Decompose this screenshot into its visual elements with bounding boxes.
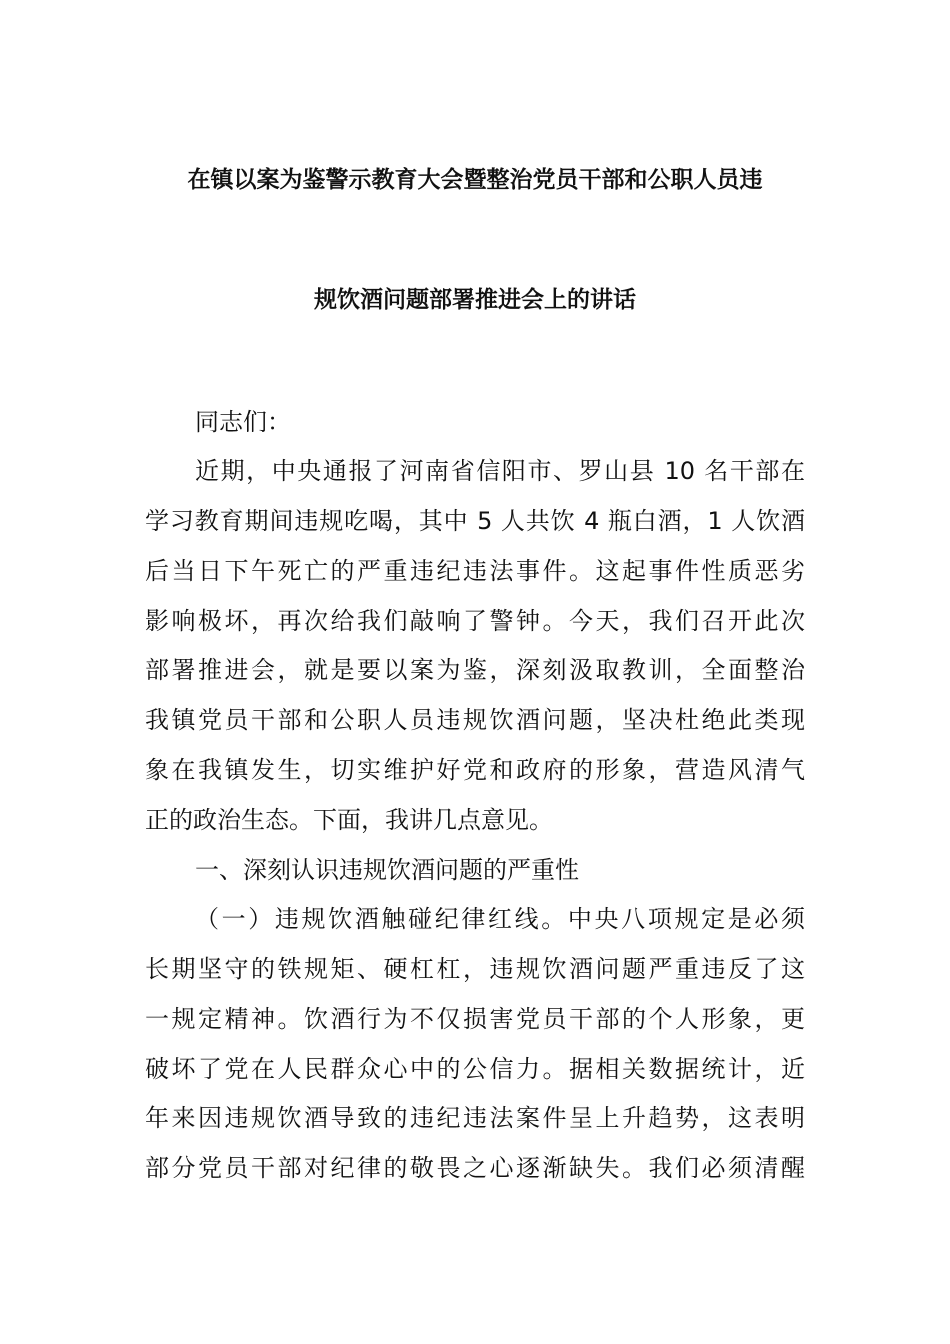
document-title-line-1: 在镇以案为鉴警示教育大会暨整治党员干部和公职人员违 — [187, 167, 763, 193]
paragraph-line: 年来因违规饮酒导致的违纪违法案件呈上升趋势，这表明 — [145, 1104, 805, 1132]
paragraph-line: 破坏了党在人民群众心中的公信力。据相关数据统计，近 — [145, 1055, 805, 1083]
paragraph-line: 影响极坏，再次给我们敲响了警钟。今天，我们召开此次 — [145, 607, 805, 635]
salutation: 同志们： — [195, 408, 291, 436]
paragraph-line: 一规定精神。饮酒行为不仅损害党员干部的个人形象，更 — [145, 1005, 805, 1033]
section-heading: 一、深刻认识违规饮酒问题的严重性 — [195, 856, 579, 884]
paragraph-line: 部署推进会，就是要以案为鉴，深刻汲取教训，全面整治 — [145, 656, 805, 684]
document-title-line-2: 规饮酒问题部署推进会上的讲话 — [314, 287, 636, 313]
paragraph-line: 学习教育期间违规吃喝，其中 5 人共饮 4 瓶白酒，1 人饮酒 — [145, 507, 805, 535]
paragraph-line: 我镇党员干部和公职人员违规饮酒问题，坚决杜绝此类现 — [145, 706, 805, 734]
paragraph-line: 正的政治生态。下面，我讲几点意见。 — [145, 806, 553, 834]
paragraph-line: （一）违规饮酒触碰纪律红线。中央八项规定是必须 — [195, 905, 805, 933]
paragraph-line: 部分党员干部对纪律的敬畏之心逐渐缺失。我们必须清醒 — [145, 1154, 805, 1182]
paragraph-line: 近期，中央通报了河南省信阳市、罗山县 10 名干部在 — [195, 457, 805, 485]
paragraph-line: 后当日下午死亡的严重违纪违法事件。这起事件性质恶劣 — [145, 557, 805, 585]
paragraph-line: 象在我镇发生，切实维护好党和政府的形象，营造风清气 — [145, 756, 805, 784]
paragraph-line: 长期坚守的铁规矩、硬杠杠，违规饮酒问题严重违反了这 — [145, 955, 805, 983]
